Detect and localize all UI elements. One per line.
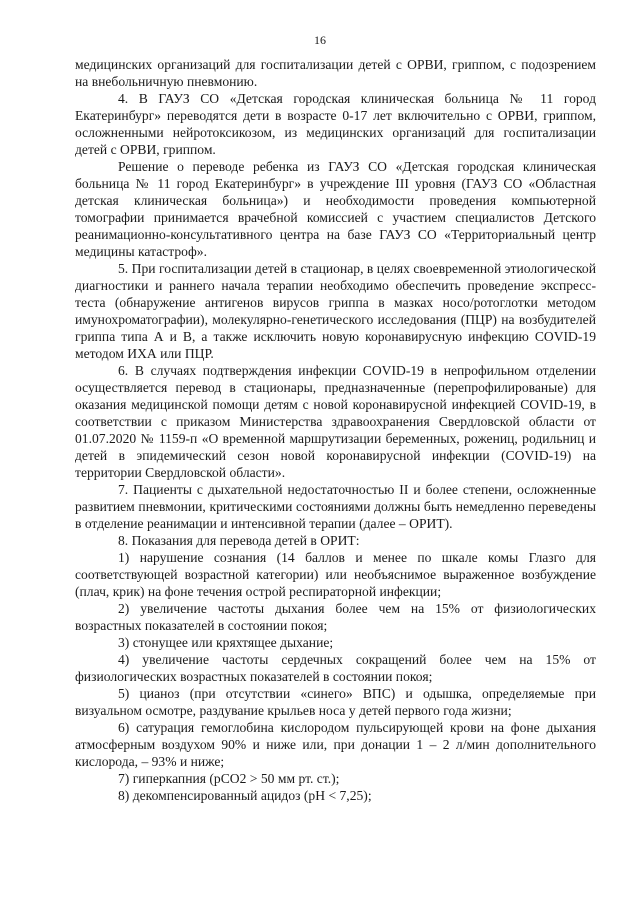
paragraph-item-8-heading: 8. Показания для перевода детей в ОРИТ: <box>118 533 360 548</box>
list-item-6: 6) сатурация гемоглобина кислородом пульсирующей крови на фоне дыхания атмосферным воздухом 90% и ниже или, при донации 1 – 2 л/мин дополнительного кислорода, – 93% и ниже; <box>75 720 596 769</box>
page-number: 16 <box>314 33 326 47</box>
document-body <box>75 56 596 804</box>
list-item-3: 3) стонущее или кряхтящее дыхание; <box>118 635 334 650</box>
list-item-1: 1) нарушение сознания (14 баллов и менее по шкале комы Глазго для соответствующей возрастной категории) или необъяснимое выраженное возбуждение (плач, крик) на фоне течения острой респираторной инфекции; <box>75 550 596 599</box>
paragraph-transfer-decision: Решение о переводе ребенка из ГАУЗ СО «Детская городская клиническая больница № 11 город Екатеринбург» в учреждение III уровня (ГАУЗ СО «Областная детская клиническая больница») и необходимости проведения компьютерной томографии принимается врачебной комиссией с участием специалистов Детского реанимационно-консультативного центра на базе ГАУЗ СО «Территориальный центр медицины катастроф». <box>75 159 596 259</box>
list-item-5: 5) цианоз (при отсутствии «синего» ВПС) и одышка, определяемые при визуальном осмотре, раздувание крыльев носа у детей первого года жизни; <box>75 686 596 718</box>
list-item-2: 2) увеличение частоты дыхания более чем на 15% от физиологических возрастных показателей в состоянии покоя; <box>75 601 596 633</box>
list-item-4: 4) увеличение частоты сердечных сокращений более чем на 15% от физиологических возрастных показателей в состоянии покоя; <box>75 652 596 684</box>
list-item-8: 8) декомпенсированный ацидоз (рН < 7,25); <box>118 788 372 803</box>
list-item-7: 7) гиперкапния (рСО2 > 50 мм рт. ст.); <box>118 771 340 786</box>
paragraph-item-6: 6. В случаях подтверждения инфекции COVID-19 в непрофильном отделении осуществляется перевод в стационары, предназначенные (перепрофилированые) для оказания медицинской помощи детям с новой коронавирусной инфекцией COVID-19, в соответствии с приказом Министерства здравоохранения Свердловской области от 01.07.2020 № 1159-п «О временной маршрутизации беременных, рожениц, родильниц и детей в эпидемический сезон новой коронавирусной инфекции (COVID-19) на территории Свердловской области». <box>75 363 596 480</box>
paragraph-continuation: медицинских организаций для госпитализации детей с ОРВИ, гриппом, с подозрением на внебольничную пневмонию. <box>75 57 596 89</box>
paragraph-item-5: 5. При госпитализации детей в стационар, в целях своевременной этиологической диагностики и раннего начала терапии необходимо обеспечить проведение экспресс-теста (обнаружение антигенов вирусов гриппа в мазках носо/ротоглотки методом имунохроматографии), молекулярно-генетического исследования (ПЦР) на возбудителей гриппа типа А и В, а также исключить новую коронавирусную инфекцию COVID-19 методом ИХА или ПЦР. <box>75 261 596 361</box>
paragraph-item-7: 7. Пациенты с дыхательной недостаточностью II и более степени, осложненные развитием пневмонии, критическими состояниями должны быть немедленно переведены в отделение реанимации и интенсивной терапии (далее – ОРИТ). <box>75 482 596 531</box>
paragraph-item-4: 4. В ГАУЗ СО «Детская городская клиническая больница № 11 город Екатеринбург» переводятся дети в возрасте 0-17 лет включительно с ОРВИ, гриппом, осложненными нейротоксикозом, из медицинских организаций для госпитализации детей с ОРВИ, гриппом. <box>75 91 596 157</box>
